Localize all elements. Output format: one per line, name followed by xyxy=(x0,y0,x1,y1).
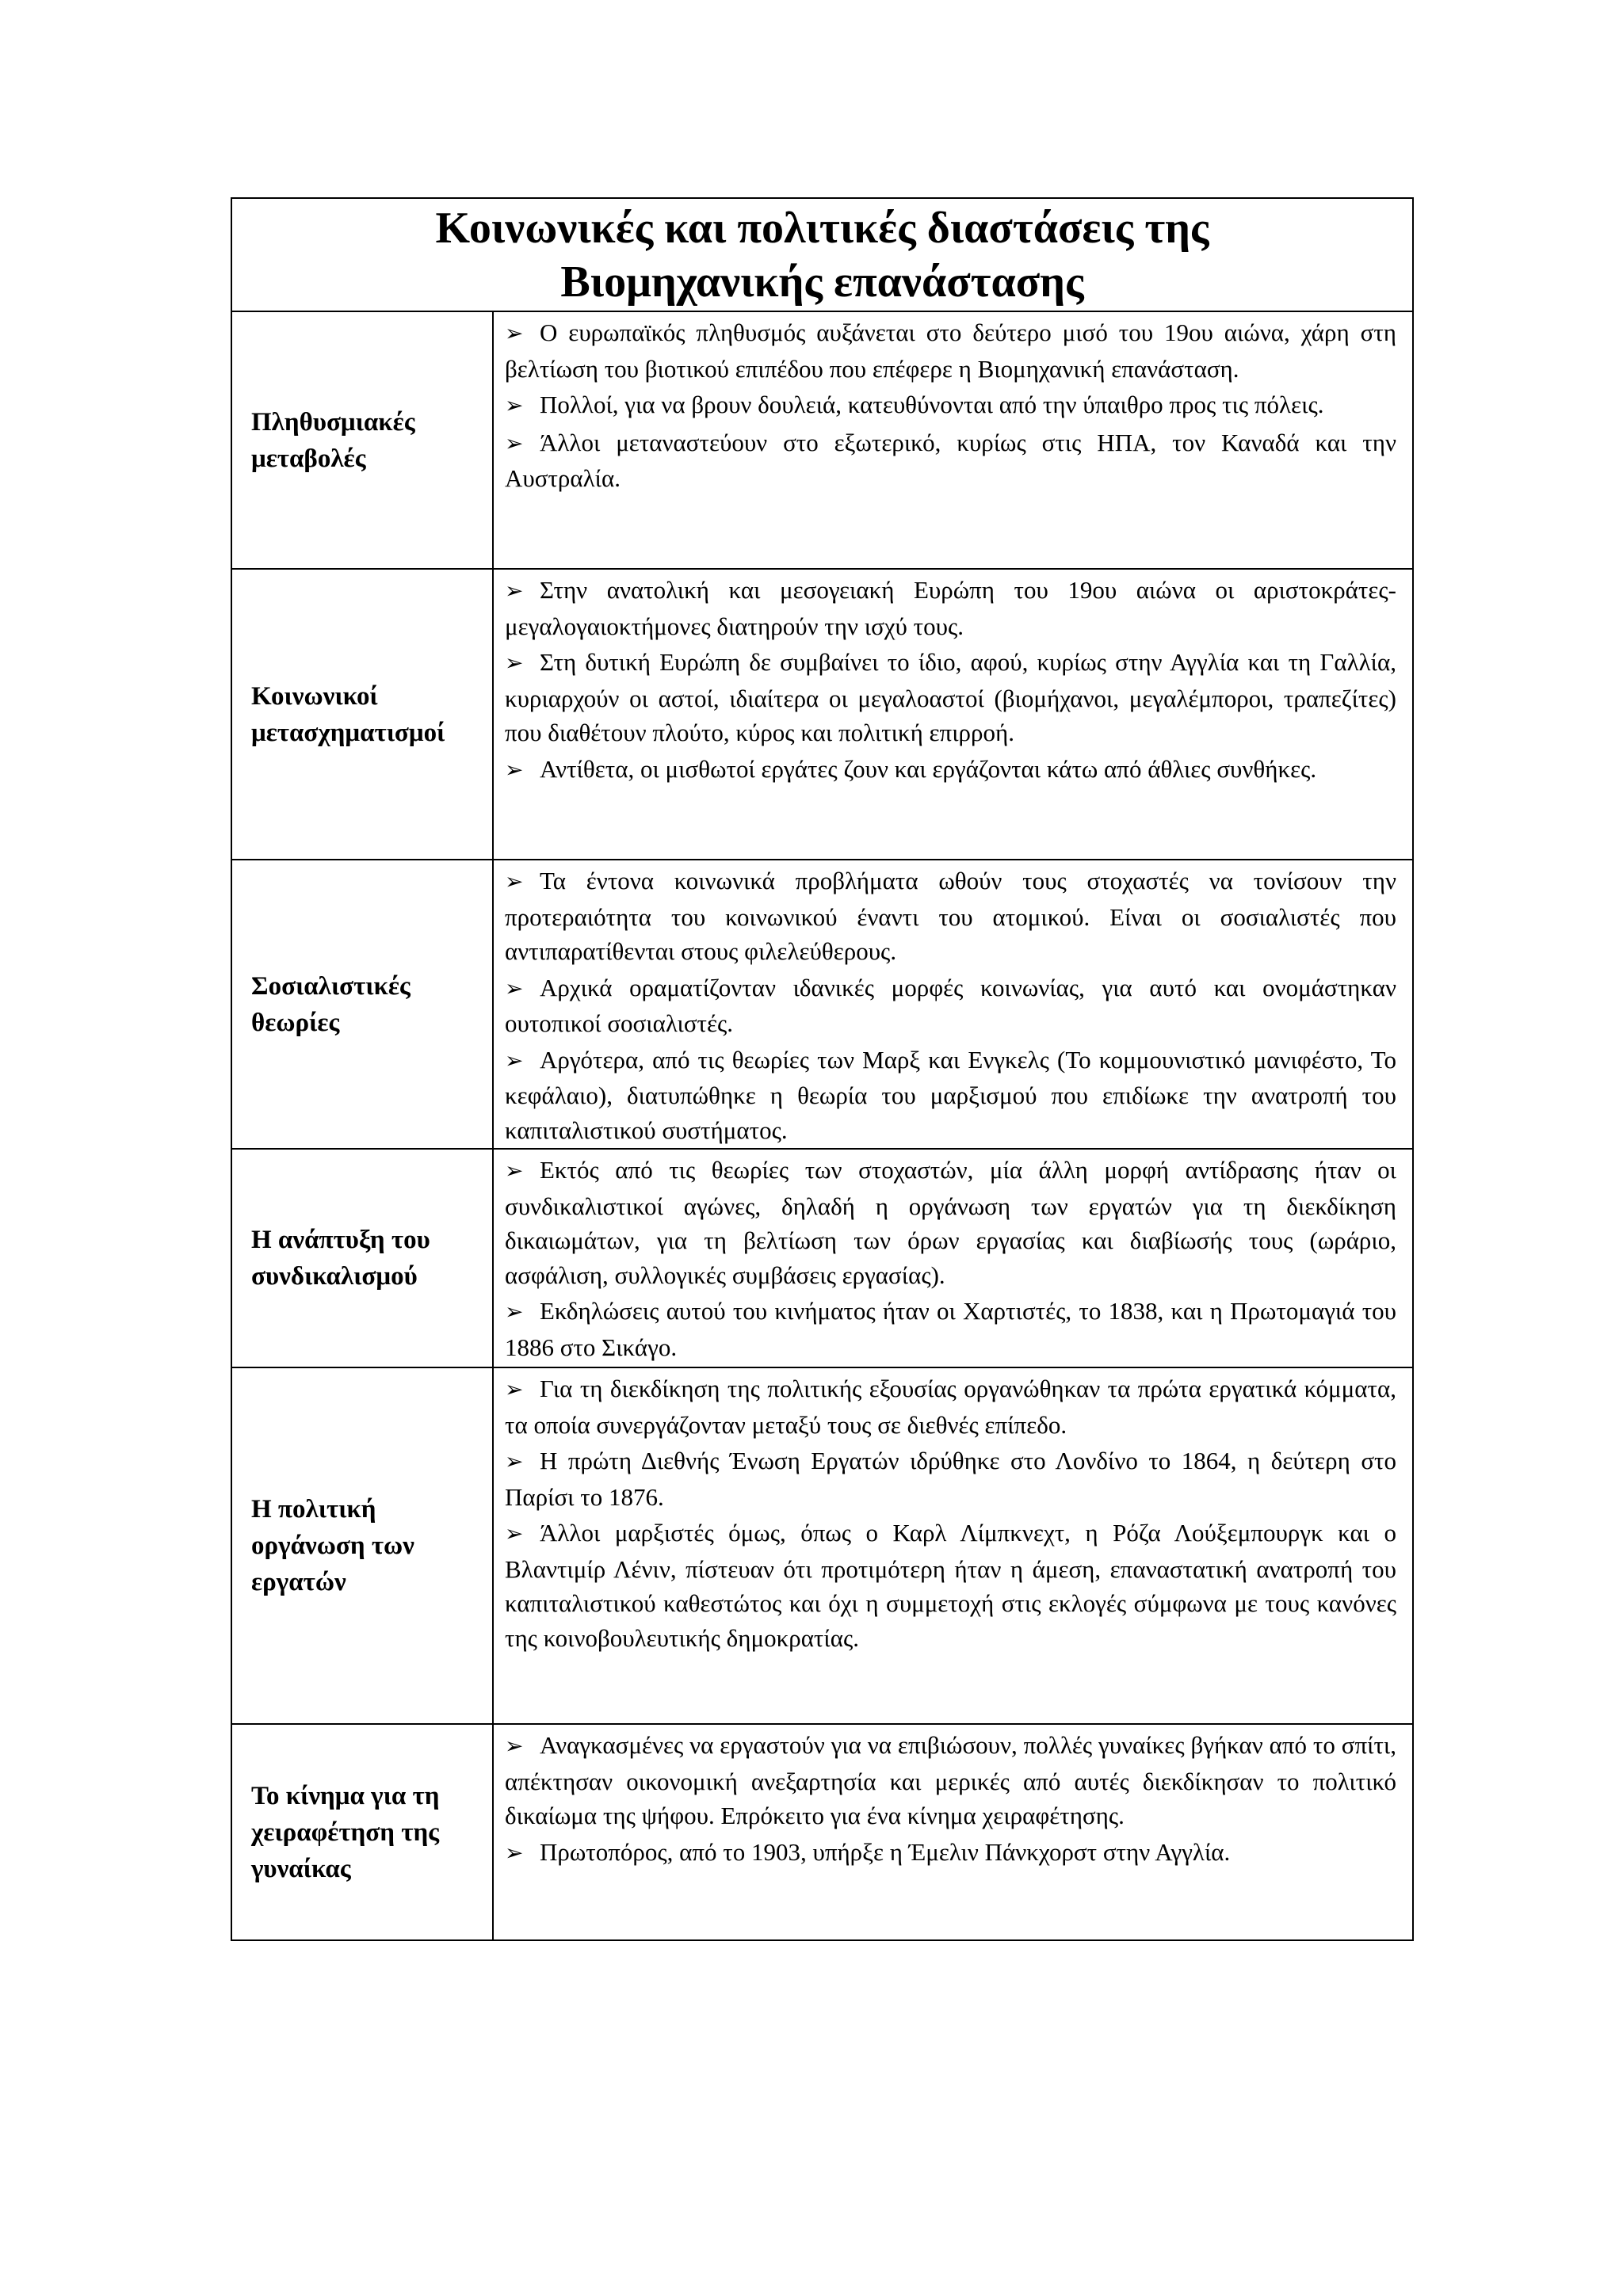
row-label: Κοινωνικοί μετασχηματισμοί xyxy=(232,570,494,859)
table-row xyxy=(232,1725,1412,1939)
row-content xyxy=(494,1150,1412,1367)
arrow-bullet-icon: ➢ xyxy=(505,1159,524,1184)
bullet-item: ➢ Η πρώτη Διεθνής Ένωση Εργατών ιδρύθηκε στο Λονδίνο το 1864, η δεύτερη στο Παρίσι το 1876. xyxy=(505,1447,1396,1511)
arrow-bullet-icon: ➢ xyxy=(505,976,524,1001)
arrow-bullet-icon: ➢ xyxy=(505,1840,524,1866)
bullet-item: ➢ Πρωτοπόρος, από το 1903, υπήρξε η Έμελιν Πάνκχορστ στην Αγγλία. xyxy=(505,1835,1396,1871)
arrow-bullet-icon: ➢ xyxy=(505,1522,524,1547)
row-label: Σοσιαλιστικές θεωρίες xyxy=(232,860,494,1148)
row-label: Πληθυσμιακές μεταβολές xyxy=(232,312,494,568)
bullet-item: ➢ Άλλοι μαρξιστές όμως, όπως ο Καρλ Λίμπκνεχτ, η Ρόζα Λούξεμπουργκ και ο Βλαντιμίρ Λένιν, πίστευαν ότι προτιμότερη ήταν η άμεση, επαναστατική ανατροπή του καπιταλιστικού καθεστώτος και όχι η συμμετοχή στις εκλογές σύμφωνα με τους κανόνες της κοινοβουλευτικής δημοκρατίας. xyxy=(505,1519,1396,1652)
bullet-item: ➢ Πολλοί, για να βρουν δουλειά, κατευθύνονται από την ύπαιθρο προς τις πόλεις. xyxy=(505,387,1396,424)
table-title xyxy=(232,199,1412,312)
arrow-bullet-icon: ➢ xyxy=(505,431,524,456)
bullet-item: ➢ Εκτός από τις θεωρίες των στοχαστών, μία άλλη μορφή αντίδρασης ήταν οι συνδικαλιστικοί αγώνες, δηλαδή η οργάνωση των εργατών για τη διεκδίκηση δικαιωμάτων, για τη βελτίωση των όρων εργασίας και διαβίωσής τους (ωράριο, ασφάλιση, συλλογικές συμβάσεις εργασίας). xyxy=(505,1156,1396,1289)
table-row xyxy=(232,860,1412,1150)
bullet-item: ➢ Άλλοι μεταναστεύουν στο εξωτερικό, κυρίως στις ΗΠΑ, τον Καναδά και την Αυστραλία. xyxy=(505,428,1396,492)
row-label: Η ανάπτυξη του συνδικαλισμού xyxy=(232,1150,494,1367)
arrow-bullet-icon: ➢ xyxy=(505,1734,524,1759)
table-row xyxy=(232,312,1412,570)
bullet-item: ➢ Αργότερα, από τις θεωρίες των Μαρξ και Ενγκελς (Το κομμουνιστικό μανιφέστο, Το κεφάλαιο), διατυπώθηκε η θεωρία του μαρξισμού που επιδίωκε την ανατροπή του καπιταλιστικού συστήματος. xyxy=(505,1045,1396,1144)
title-line-1: Κοινωνικές και πολιτικές διαστάσεις της xyxy=(435,203,1209,253)
bullet-item: ➢ Στην ανατολική και μεσογειακή Ευρώπη του 19ου αιώνα οι αριστοκράτες- μεγαλογαιοκτήμονες διατηρούν την ισχύ τους. xyxy=(505,576,1396,640)
arrow-bullet-icon: ➢ xyxy=(505,1300,524,1325)
table-row xyxy=(232,1368,1412,1725)
title-line-2: Βιομηχανικής επανάστασης xyxy=(560,257,1084,307)
table-row xyxy=(232,1150,1412,1368)
row-content xyxy=(494,312,1412,568)
bullet-item: ➢ Αναγκασμένες να εργαστούν για να επιβιώσουν, πολλές γυναίκες βγήκαν από το σπίτι, απέκτησαν οικονομική ανεξαρτησία και μερικές από αυτές διεκδίκησαν το πολιτικό δικαίωμα της ψήφου. Επρόκειτο για ένα κίνημα χειραφέτησης. xyxy=(505,1731,1396,1829)
bullet-item: ➢ Αρχικά οραματίζονταν ιδανικές μορφές κοινωνίας, για αυτό και ονομάστηκαν ουτοπικοί σοσιαλιστές. xyxy=(505,973,1396,1037)
arrow-bullet-icon: ➢ xyxy=(505,651,524,676)
table-row xyxy=(232,570,1412,860)
bullet-item: ➢ Στη δυτική Ευρώπη δε συμβαίνει το ίδιο, αφού, κυρίως στην Αγγλία και τη Γαλλία, κυριαρχούν οι αστοί, ιδιαίτερα οι μεγαλοαστοί (βιομήχανοι, μεγαλέμποροι, τραπεζίτες) που διαθέτουν πλούτο, κύρος και πολιτική επιρροή. xyxy=(505,648,1396,746)
row-label: Το κίνημα για τη χειραφέτηση της γυναίκας xyxy=(232,1725,494,1939)
row-label: Η πολιτική οργάνωση των εργατών xyxy=(232,1368,494,1723)
arrow-bullet-icon: ➢ xyxy=(505,579,524,604)
arrow-bullet-icon: ➢ xyxy=(505,757,524,783)
row-content xyxy=(494,1725,1412,1939)
row-content xyxy=(494,570,1412,859)
bullet-item: ➢ Ο ευρωπαϊκός πληθυσμός αυξάνεται στο δεύτερο μισό του 19ου αιώνα, χάρη στη βελτίωση του βιοτικού επιπέδου που επέφερε η Βιομηχανική επανάσταση. xyxy=(505,318,1396,383)
bullet-item: ➢ Για τη διεκδίκηση της πολιτικής εξουσίας οργανώθηκαν τα πρώτα εργατικά κόμματα, τα οποία συνεργάζονταν μεταξύ τους σε διεθνές επίπεδο. xyxy=(505,1375,1396,1439)
row-content xyxy=(494,860,1412,1148)
bullet-item: ➢ Αντίθετα, οι μισθωτοί εργάτες ζουν και εργάζονται κάτω από άθλιες συνθήκες. xyxy=(505,752,1396,788)
arrow-bullet-icon: ➢ xyxy=(505,1048,524,1074)
arrow-bullet-icon: ➢ xyxy=(505,1450,524,1474)
row-content xyxy=(494,1368,1412,1723)
bullet-item: ➢ Εκδηλώσεις αυτού του κινήματος ήταν οι Χαρτιστές, το 1838, και η Πρωτομαγιά του 1886 στο Σικάγο. xyxy=(505,1297,1396,1361)
arrow-bullet-icon: ➢ xyxy=(505,322,524,346)
bullet-item: ➢ Τα έντονα κοινωνικά προβλήματα ωθούν τους στοχαστές να τονίσουν την προτεραιότητα του κοινωνικού έναντι του ατομικού. Είναι οι σοσιαλιστές που αντιπαρατίθενται στους φιλελεύθερους. xyxy=(505,867,1396,965)
arrow-bullet-icon: ➢ xyxy=(505,1378,524,1402)
arrow-bullet-icon: ➢ xyxy=(505,394,524,418)
arrow-bullet-icon: ➢ xyxy=(505,870,524,894)
summary-table xyxy=(231,197,1414,1941)
